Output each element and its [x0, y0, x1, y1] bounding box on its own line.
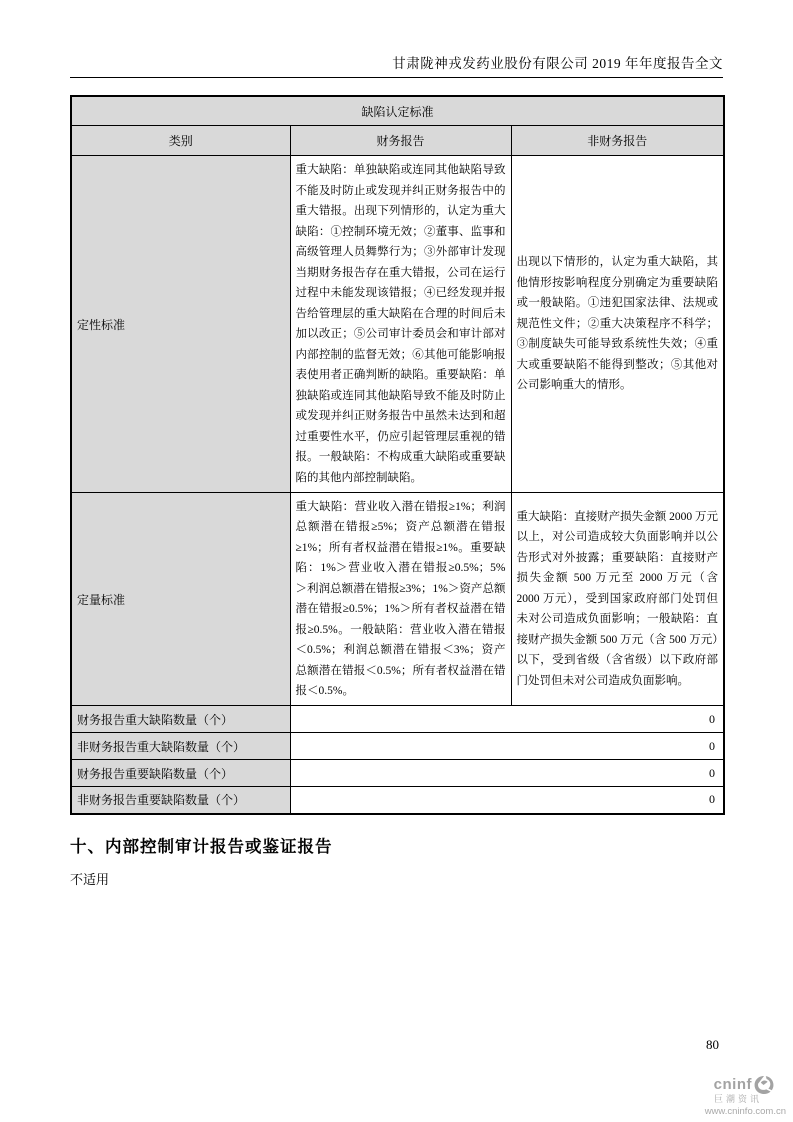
row-label-qualitative: 定性标准 [71, 156, 290, 493]
count-value-financial-major: 0 [290, 706, 724, 733]
quantitative-non-financial-cell: 重大缺陷：直接财产损失金额 2000 万元以上，对公司造成较大负面影响并以公告形式对外披露；重要缺陷：直接财产损失金额 500 万元至 2000 万元（含 2000 万元），受到国家政府部门处罚但未对公司造成负面影响；一般缺陷：直接财产损失金额 500 万元（含 500 万元）以下，受到省级（含省级）以下政府部门处罚但未对公司造成负面影响。 [511, 493, 724, 706]
count-label-non-financial-major: 非财务报告重大缺陷数量（个） [71, 733, 290, 760]
count-label-financial-important: 财务报告重要缺陷数量（个） [71, 760, 290, 787]
page-number: 80 [706, 1037, 719, 1052]
section-body-text: 不适用 [70, 872, 110, 887]
column-header-non-financial: 非财务报告 [511, 126, 724, 156]
table-row [71, 787, 724, 814]
table-row [71, 733, 724, 760]
column-header-category: 类别 [71, 126, 290, 156]
cninfo-logo-top [678, 1076, 788, 1094]
cninfo-url: www.cninfo.com.cn [704, 1105, 786, 1117]
quantitative-financial-cell: 重大缺陷：营业收入潜在错报≥1%；利润总额潜在错报≥5%；资产总额潜在错报≥1%；所有者权益潜在错报≥1%。重要缺陷：1%＞营业收入潜在错报≥0.5%；5%＞利润总额潜在错报≥3%；1%＞资产总额潜在错报≥0.5%；1%＞所有者权益潜在错报≥0.5%。一般缺陷：营业收入潜在错报＜0.5%；利润总额潜在错报＜3%；资产总额潜在错报＜0.5%；所有者权益潜在错报＜0.5%。 [290, 493, 511, 706]
cninfo-chinese-name: 巨潮资讯 [713, 1094, 762, 1104]
count-value-non-financial-major: 0 [290, 733, 724, 760]
table-row [71, 706, 724, 733]
cninfo-wordmark: cninf [713, 1075, 752, 1093]
column-header-financial: 财务报告 [290, 126, 511, 156]
count-label-financial-major: 财务报告重大缺陷数量（个） [71, 706, 290, 733]
qualitative-non-financial-cell: 出现以下情形的，认定为重大缺陷，其他情形按影响程度分别确定为重要缺陷或一般缺陷。①违犯国家法律、法规或规范性文件；②重大决策程序不科学；③制度缺失可能导致系统性失效；④重大或重要缺陷不能得到整改；⑤其他对公司影响重大的情形。 [511, 156, 724, 493]
row-label-quantitative: 定量标准 [71, 493, 290, 706]
table-row [71, 126, 724, 156]
table-row [71, 156, 724, 493]
defect-standards-table [70, 95, 725, 815]
table-caption: 缺陷认定标准 [71, 96, 724, 126]
qualitative-financial-cell: 重大缺陷：单独缺陷或连同其他缺陷导致不能及时防止或发现并纠正财务报告中的重大错报。出现下列情形的，认定为重大缺陷：①控制环境无效；②董事、监事和高级管理人员舞弊行为；③外部审计发现当期财务报告存在重大错报，公司在运行过程中未能发现该错报；④已经发现并报告给管理层的重大缺陷在合理的时间后未加以改正；⑤公司审计委员会和审计部对内部控制的监督无效；⑥其他可能影响报表使用者正确判断的缺陷。重要缺陷：单独缺陷或连同其他缺陷导致不能及时防止或发现并纠正财务报告中虽然未达到和超过重要性水平，仍应引起管理层重视的错报。一般缺陷：不构成重大缺陷或重要缺陷的其他内部控制缺陷。 [290, 156, 511, 493]
running-head: 甘肃陇神戎发药业股份有限公司 2019 年年度报告全文 [70, 52, 723, 78]
count-value-non-financial-important: 0 [290, 787, 724, 814]
table-row [71, 493, 724, 706]
table-row [71, 96, 724, 126]
cninfo-logo [678, 1076, 788, 1117]
count-value-financial-important: 0 [290, 760, 724, 787]
cninfo-swirl-icon [754, 1076, 774, 1094]
count-label-non-financial-important: 非财务报告重要缺陷数量（个） [71, 787, 290, 814]
table-row [71, 760, 724, 787]
section-heading: 十、内部控制审计报告或鉴证报告 [70, 837, 333, 856]
